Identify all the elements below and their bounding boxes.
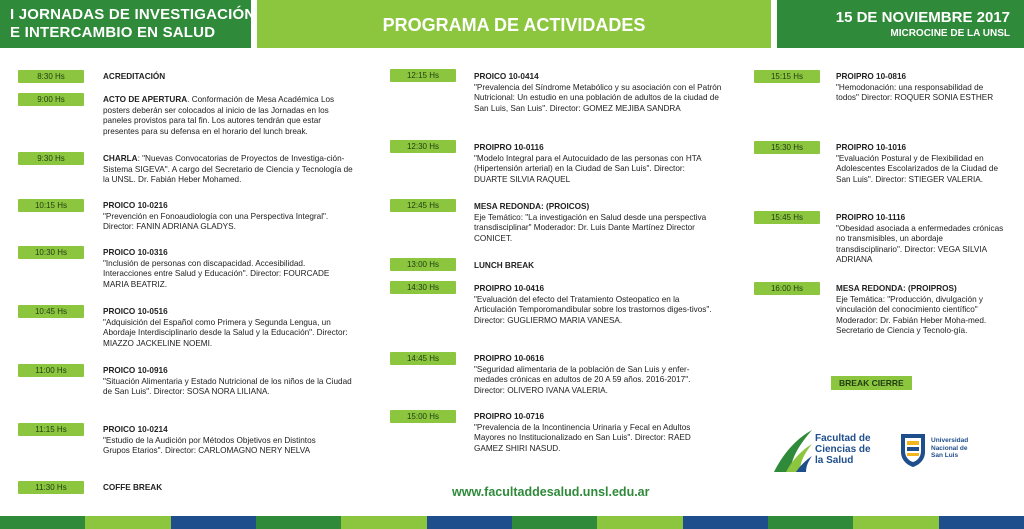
entry-title: PROICO 10-0214 <box>103 425 168 434</box>
university-logo-line: Universidad <box>931 437 969 444</box>
entry-body: "Prevención en Fonoaudiología con una Perspectiva Integral". Director: FANIN ADRIANA GLADYS. <box>103 211 329 232</box>
entry-body: "Adquisición del Español como Primera y Segunda Lengua, un Abordaje Interdisciplinario desde la Salud y la Educación". Director: MIAZZO JACKELINE NOEMI. <box>103 317 348 348</box>
schedule-entry <box>474 284 719 326</box>
schedule-entry <box>103 366 355 398</box>
entry-title: PROICO 10-0916 <box>103 366 168 375</box>
schedule-entry <box>103 425 343 457</box>
entry-body: "Evaluación Postural y de Flexibilidad en Adolescentes Escolarizados de la Ciudad de San Luis". Director: STIEGER VALERIA. <box>836 153 999 184</box>
schedule-entry <box>103 248 348 290</box>
time-badge: 10:30 Hs <box>18 246 84 259</box>
entry-title: PROIPRO 10-0816 <box>836 72 907 81</box>
entry-body: "Estudio de la Audición por Métodos Objetivos en Distintos Grupos Etarios". Director: CARLOMAGNO NERY NELVA <box>103 435 316 456</box>
schedule-entry <box>836 143 1008 185</box>
schedule-entry <box>474 202 714 244</box>
entry-body: "Hemodonación: una responsabilidad de todos" Director: ROQUER SONIA ESTHER <box>836 82 994 103</box>
time-badge: 10:45 Hs <box>18 305 84 318</box>
time-badge: 15:15 Hs <box>754 70 820 83</box>
schedule-entry <box>836 284 1008 337</box>
program-title: PROGRAMA DE ACTIVIDADES <box>382 15 646 35</box>
time-badge: 12:30 Hs <box>390 140 456 153</box>
entry-title: PROICO 10-0516 <box>103 307 168 316</box>
time-badge: 10:15 Hs <box>18 199 84 212</box>
entry-title: PROIPRO 10-0716 <box>474 412 545 421</box>
entry-title: CHARLA <box>103 154 138 163</box>
time-badge: 15:00 Hs <box>390 410 456 423</box>
university-logo-line: Nacional de <box>931 444 968 452</box>
entry-title: PROICO 10-0316 <box>103 248 168 257</box>
time-badge: 9:30 Hs <box>18 152 84 165</box>
schedule-entry <box>103 72 348 83</box>
event-title-line1: I JORNADAS DE INVESTIGACIÓN <box>10 6 256 23</box>
entry-body: "Situación Alimentaria y Estado Nutricional de los niños de la Ciudad de San Luis". Director: SOSA NORA LILIANA. <box>103 376 352 397</box>
entry-title: MESA REDONDA: (PROIPROS) <box>836 284 957 293</box>
university-logo-line: San Luis <box>931 452 959 459</box>
entry-title: PROICO 10-0414 <box>474 72 539 81</box>
time-badge: 16:00 Hs <box>754 282 820 295</box>
time-badge: 11:30 Hs <box>18 481 84 494</box>
entry-title: PROIPRO 10-1116 <box>836 213 906 222</box>
schedule-entry <box>474 72 724 114</box>
event-venue: MICROCINE DE LA UNSL <box>890 28 1010 39</box>
time-badge: 15:30 Hs <box>754 141 820 154</box>
entry-body: "Modelo Integral para el Autocuidado de las personas con HTA (Hipertensión arterial) en la Ciudad de San Luis". Director: DUARTE SILVIA RAQUEL <box>474 153 702 184</box>
event-title <box>10 6 255 42</box>
entry-title: ACTO DE APERTURA <box>103 95 188 104</box>
header-banner <box>0 0 1024 48</box>
bottom-color-stripe <box>0 516 1024 529</box>
schedule-entry <box>103 483 303 494</box>
entry-body: "Obesidad asociada a enfermedades crónicas no transmisibles, un abordaje transdisciplinario". Director: VEGA SILVIA ADRIANA <box>836 223 1004 265</box>
time-badge: 13:00 Hs <box>390 258 456 271</box>
faculty-logo-line: Facultad de <box>815 433 871 444</box>
entry-title: PROICO 10-0216 <box>103 201 168 210</box>
entry-body: "Inclusión de personas con discapacidad. Accesibilidad. Interacciones entre Salud y Educación". Director: FOURCADE MARIA BEATRIZ. <box>103 258 330 289</box>
schedule-entry <box>103 307 355 349</box>
entry-body: "Prevalencia de la Incontinencia Urinaria y Fecal en Adultos Mayores no Institucionalizado en San Luis". Director: RAED GAMEZ SHIRI NASUD. <box>474 422 691 453</box>
entry-body: "Evaluación del efecto del Tratamiento Osteopatico en la Articulación Temporomandibular sobre los trastornos diges-tivos". Director: GUGLIERMO MARIA VANESA. <box>474 294 712 325</box>
entry-title: PROIPRO 10-0416 <box>474 284 545 293</box>
entry-body: Eje Temática: "Producción, divulgación y vinculación del conocimiento científico" Moderador: Dr. Fabián Heber Moha-med. Secretario de Ciencia y Tecnolo-gía. <box>836 294 987 336</box>
university-shield-icon <box>898 432 928 468</box>
schedule-entry <box>474 412 719 454</box>
entry-title: COFFE BREAK <box>103 483 163 492</box>
break-cierre-badge: BREAK CIERRE <box>831 376 912 390</box>
entry-body: Eje Temático: "La investigación en Salud desde una perspectiva transdisciplinar" Moderador: Dr. Luis Dante Martínez Director CONICET. <box>474 212 707 243</box>
entry-title: PROIPRO 10-1016 <box>836 143 907 152</box>
time-badge: 11:15 Hs <box>18 423 84 436</box>
website-link[interactable]: www.facultaddesalud.unsl.edu.ar <box>452 485 650 499</box>
entry-title: MESA REDONDA: (PROICOS) <box>474 202 590 211</box>
faculty-logo-line: la Salud <box>815 455 854 466</box>
schedule-entry <box>836 72 1006 104</box>
time-badge: 12:45 Hs <box>390 199 456 212</box>
event-date: 15 DE NOVIEMBRE 2017 <box>835 9 1010 26</box>
time-badge: 8:30 Hs <box>18 70 84 83</box>
schedule-entry <box>836 213 1008 266</box>
time-badge: 14:30 Hs <box>390 281 456 294</box>
entry-body: "Prevalencia del Síndrome Metabólico y su asociación con el Patrón Nutricional: Un estudio en una población de adultos de la ciudad de San Luis, San Luis". Director: GOMEZ MEJIBA SANDRA <box>474 82 722 113</box>
entry-title: PROIPRO 10-0616 <box>474 354 545 363</box>
entry-body: . Conformación de Mesa Académica Los posters deberán ser colocados al inicio de las Jornadas en los paneles provistos para tal fin. Los autores tendrán que estar presentes para su defensa en el horario del lunch break. <box>103 95 335 136</box>
schedule-entry <box>103 95 355 137</box>
faculty-logo-text <box>815 433 871 466</box>
schedule-entry <box>474 261 674 272</box>
entry-body: "Seguridad alimentaria de la población de San Luis y enfer-medades crónicas en adultos de 20 A 59 años. 2016-2017". Director: OLIVERO IVANA VALERIA. <box>474 364 691 395</box>
time-badge: 12:15 Hs <box>390 69 456 82</box>
schedule-entry <box>474 143 719 185</box>
schedule-entry <box>103 154 355 186</box>
entry-title: PROIPRO 10-0116 <box>474 143 544 152</box>
entry-title: ACREDITACIÓN <box>103 72 166 81</box>
entry-body: : "Nuevas Convocatorias de Proyectos de Investiga-ción- Sistema SIGEVA". A cargo del Secretario de Ciencia y Tecnología de la UNSL. Dr. Fabián Heber Mohamed. <box>103 154 353 185</box>
time-badge: 15:45 Hs <box>754 211 820 224</box>
schedule-entry <box>474 354 719 396</box>
faculty-logo-line: Ciencias de <box>815 444 871 455</box>
schedule-entry <box>103 201 358 233</box>
event-title-line2: E INTERCAMBIO EN SALUD <box>10 24 216 41</box>
entry-title: LUNCH BREAK <box>474 261 535 270</box>
university-logo-text <box>931 437 968 460</box>
time-badge: 14:45 Hs <box>390 352 456 365</box>
time-badge: 11:00 Hs <box>18 364 84 377</box>
time-badge: 9:00 Hs <box>18 93 84 106</box>
